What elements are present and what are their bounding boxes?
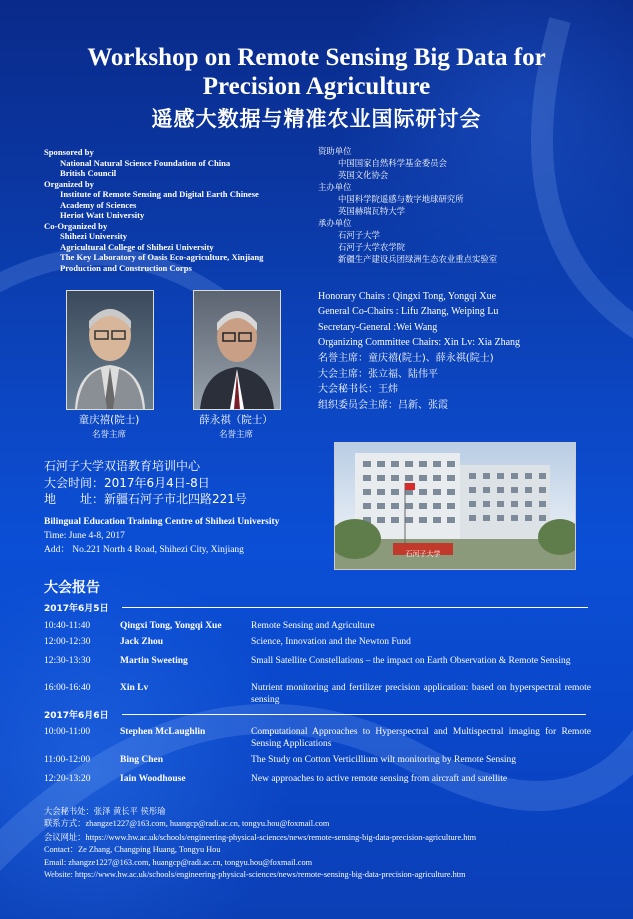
sponsor-line-en: Co-Organized by xyxy=(44,220,108,231)
venue-address: Add： No.221 North 4 Road, Shihezi City, Xinjiang xyxy=(44,545,244,556)
chair-line-cn: 大会主席：张立福、陆伟平 xyxy=(318,368,438,380)
portrait-icon xyxy=(194,291,280,409)
person-role-tong: 名誉主席 xyxy=(91,430,126,440)
sponsor-line-cn: 承办单位 xyxy=(318,218,352,228)
sponsor-line-cn: 新疆生产建设兵团绿洲生态农业重点实验室 xyxy=(338,254,498,264)
talk-title: Science, Innovation and the Newton Fund xyxy=(251,637,411,647)
day-divider xyxy=(122,607,588,608)
talk-title: Computational Approaches to Hyperspectral and Multispectral imaging for Remote Sensing Applications xyxy=(251,727,591,749)
chair-line-en: Organizing Committee Chairs: Xin Lv: Xia Zhang xyxy=(318,336,521,348)
talk-time: 10:00-11:00 xyxy=(44,727,91,737)
talk-speaker: Jack Zhou xyxy=(120,637,164,647)
title-line-1: Workshop on Remote Sensing Big Data for xyxy=(87,44,546,71)
program-title: 大会报告 xyxy=(44,580,100,596)
talk-speaker: Xin Lv xyxy=(120,683,149,693)
footer-contact-en: Contact：Ze Zhang, Changping Huang, Tongyu Hou xyxy=(44,845,221,855)
title-chinese: 遥感大数据与精准农业国际研讨会 xyxy=(151,107,482,131)
venue-chinese xyxy=(44,458,247,508)
portrait-icon xyxy=(67,291,153,409)
footer xyxy=(44,805,476,881)
footer-contact-cn-label: 联系方式： xyxy=(44,818,86,829)
person-name-xue: 薛永祺（院士） xyxy=(199,414,273,426)
venue-line-cn: 地 址：新疆石河子市北四路221号 xyxy=(44,492,247,506)
photo-tong xyxy=(66,290,154,410)
talk-title: Remote Sensing and Agriculture xyxy=(251,621,375,631)
venue-english xyxy=(44,515,279,558)
talk-speaker: Qingxi Tong, Yongqi Xue xyxy=(120,621,222,631)
sponsor-line-cn: 石河子大学 xyxy=(338,230,380,240)
chair-line-cn: 名誉主席：童庆禧(院士)、薛永祺(院士) xyxy=(318,353,494,364)
chairs-english xyxy=(318,289,520,350)
footer-website-en[interactable]: Website: https://www.hw.ac.uk/schools/engineering-physical-sciences/news/remote-sensing-big-data-precision-agriculture.htm xyxy=(44,870,466,880)
footer-website-cn xyxy=(44,831,476,844)
venue-line-cn: 大会时间：2017年6月4日-8日 xyxy=(44,475,210,490)
talk-title: Small Satellite Constellations – the impact on Earth Observation & Remote Sensing xyxy=(251,656,571,666)
sponsor-line-en: Shihezi University xyxy=(60,231,128,241)
building-sign: 石河子大学 xyxy=(405,550,441,558)
sponsor-line-en: Organized by xyxy=(44,178,94,189)
talk-time: 16:00-16:40 xyxy=(44,683,91,693)
footer-website-cn-label: 会议网址： xyxy=(44,831,86,842)
talk-time: 12:00-12:30 xyxy=(44,637,91,647)
sponsor-line-en: Academy of Sciences xyxy=(60,199,137,210)
person-name-tong: 童庆禧(院士) xyxy=(78,414,140,426)
sponsor-line-cn: 中国国家自然科学基金委员会 xyxy=(338,158,447,168)
talk-time: 12:20-13:20 xyxy=(44,774,91,784)
talk-title: Nutrient monitoring and fertilizer precision application: based on hyperspectral remote sensing xyxy=(251,683,591,705)
title-line-2: Precision Agriculture xyxy=(202,73,431,100)
photo-xue xyxy=(193,290,281,410)
chair-line-cn: 组织委员会主席：吕新、张霞 xyxy=(318,399,448,411)
talk-speaker: Stephen McLaughlin xyxy=(120,727,206,737)
chair-line-cn: 大会秘书长：王炜 xyxy=(318,384,398,396)
sponsor-line-en: Institute of Remote Sensing and Digital Earth Chinese xyxy=(60,189,259,199)
sponsor-line-en: Production and Construction Corps xyxy=(60,262,192,273)
venue-name: Bilingual Education Training Centre of Shihezi University xyxy=(44,517,280,527)
sponsor-line-cn: 资助单位 xyxy=(318,146,352,156)
building-photo xyxy=(334,442,576,570)
talk-speaker: Bing Chen xyxy=(120,755,164,765)
footer-email-en[interactable]: Email: zhangze1227@163.com, huangcp@radi.ac.cn, tongyu.hou@foxmail.com xyxy=(44,857,313,867)
sponsor-line-en: National Natural Science Foundation of China xyxy=(60,157,231,168)
talk-speaker: Iain Woodhouse xyxy=(120,774,186,784)
sponsor-line-cn: 英国赫瑞瓦特大学 xyxy=(338,206,405,216)
sponsor-line-cn: 英国文化协会 xyxy=(338,170,389,180)
sponsor-line-en: Agricultural College of Shihezi University xyxy=(60,241,214,252)
sponsor-line-en: British Council xyxy=(60,168,117,178)
venue-line-cn: 石河子大学双语教育培训中心 xyxy=(44,459,201,473)
day-date: 2017年6月5日 xyxy=(44,604,109,614)
chair-line-en: Secretary-General :Wei Wang xyxy=(318,321,438,333)
talk-title: The Study on Cotton Verticillium wilt monitoring by Remote Sensing xyxy=(251,755,517,765)
sponsor-line-cn: 主办单位 xyxy=(318,182,352,192)
talk-title: New approaches to active remote sensing from aircraft and satellite xyxy=(251,774,508,784)
talk-time: 10:40-11:40 xyxy=(44,621,91,631)
sponsor-line-cn: 中国科学院遥感与数字地球研究所 xyxy=(338,194,464,204)
chairs-chinese xyxy=(318,351,494,413)
person-role-xue: 名誉主席 xyxy=(218,430,253,440)
chair-line-en: General Co-Chairs : Lifu Zhang, Weiping Lu xyxy=(318,306,499,318)
sponsor-line-en: Sponsored by xyxy=(44,147,94,157)
sponsor-line-en: Heriot Watt University xyxy=(60,210,145,220)
talk-time: 11:00-12:00 xyxy=(44,755,91,765)
sponsor-line-en: The Key Laboratory of Oasis Eco-agriculture, Xinjiang xyxy=(60,252,264,262)
footer-secretariat: 大会秘书处：张泽 黄长平 侯彤瑜 xyxy=(44,806,166,816)
venue-time: Time: June 4-8, 2017 xyxy=(44,531,125,542)
footer-contact-cn xyxy=(44,817,476,830)
talk-time: 12:30-13:30 xyxy=(44,656,91,666)
chair-line-en: Honorary Chairs : Qingxi Tong, Yongqi Xue xyxy=(318,291,497,302)
day-divider xyxy=(122,714,586,715)
building-illustration xyxy=(335,443,575,569)
footer-contact-cn-value[interactable]: zhangze1227@163.com, huangcp@radi.ac.cn, tongyu.hou@foxmail.com xyxy=(85,819,330,829)
talk-speaker: Martin Sweeting xyxy=(120,656,188,666)
footer-website-cn-value[interactable]: https://www.hw.ac.uk/schools/engineering-physical-sciences/news/remote-sensing-big-data-precision-agriculture.htm xyxy=(85,832,477,842)
day-date: 2017年6月6日 xyxy=(44,711,109,721)
sponsor-line-cn: 石河子大学农学院 xyxy=(338,242,405,252)
